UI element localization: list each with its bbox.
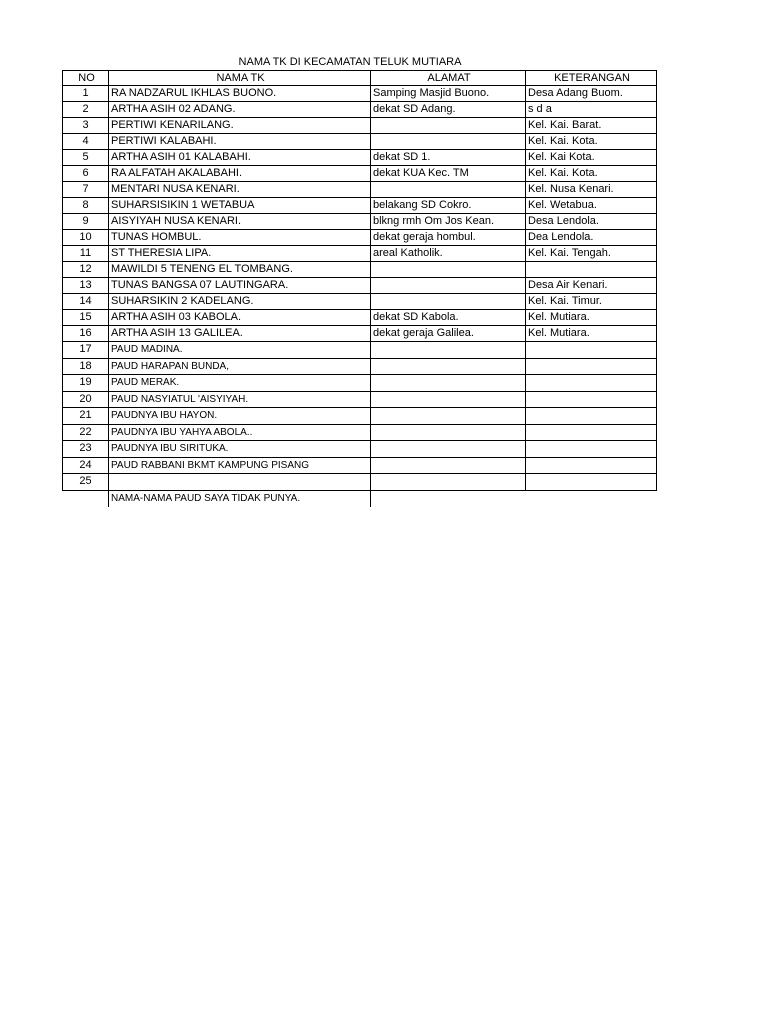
- cell-alamat: belakang SD Cokro.: [371, 198, 526, 214]
- cell-no: 24: [63, 457, 109, 474]
- cell-no: 6: [63, 166, 109, 182]
- cell-no: 9: [63, 214, 109, 230]
- cell-keterangan: [526, 441, 657, 458]
- cell-no: 8: [63, 198, 109, 214]
- cell-nama: PAUDNYA IBU SIRITUKA.: [109, 441, 371, 458]
- cell-keterangan: Desa Air Kenari.: [526, 278, 657, 294]
- header-no: NO: [63, 71, 109, 86]
- cell-alamat: dekat SD Kabola.: [371, 310, 526, 326]
- cell-no: 16: [63, 326, 109, 342]
- cell-nama: ARTHA ASIH 03 KABOLA.: [109, 310, 371, 326]
- table-row: [63, 246, 657, 262]
- cell-no: 18: [63, 358, 109, 375]
- cell-nama: RA ALFATAH AKALABAHI.: [109, 166, 371, 182]
- cell-alamat: [371, 342, 526, 359]
- cell-keterangan: [526, 342, 657, 359]
- table-row: [63, 375, 657, 392]
- cell-nama: MENTARI NUSA KENARI.: [109, 182, 371, 198]
- cell-alamat: [371, 474, 526, 491]
- cell-alamat: dekat SD Adang.: [371, 102, 526, 118]
- cell-keterangan: Desa Lendola.: [526, 214, 657, 230]
- cell-nama: RA NADZARUL IKHLAS BUONO.: [109, 86, 371, 102]
- cell-alamat: [371, 262, 526, 278]
- cell-alamat: dekat geraja hombul.: [371, 230, 526, 246]
- table-row: [63, 474, 657, 491]
- cell-alamat: dekat SD 1.: [371, 150, 526, 166]
- cell-no: 10: [63, 230, 109, 246]
- cell-no: 19: [63, 375, 109, 392]
- cell-alamat: [371, 358, 526, 375]
- table-row: [63, 391, 657, 408]
- cell-nama: SUHARSIKIN 2 KADELANG.: [109, 294, 371, 310]
- table-row: [63, 358, 657, 375]
- cell-alamat: [371, 294, 526, 310]
- header-nama: NAMA TK: [109, 71, 371, 86]
- header-alamat: ALAMAT: [371, 71, 526, 86]
- cell-no: 14: [63, 294, 109, 310]
- cell-keterangan: s d a: [526, 102, 657, 118]
- cell-alamat: Samping Masjid Buono.: [371, 86, 526, 102]
- cell-alamat: areal Katholik.: [371, 246, 526, 262]
- note-spacer: [526, 490, 657, 507]
- cell-keterangan: Kel. Kai. Kota.: [526, 166, 657, 182]
- cell-nama: ST THERESIA LIPA.: [109, 246, 371, 262]
- cell-keterangan: [526, 424, 657, 441]
- table-row: [63, 342, 657, 359]
- table-row: [63, 86, 657, 102]
- cell-no: 5: [63, 150, 109, 166]
- table-row: [63, 214, 657, 230]
- table-row: [63, 134, 657, 150]
- note-row: [63, 490, 657, 507]
- table-row: [63, 408, 657, 425]
- table-row: [63, 102, 657, 118]
- cell-nama: PAUD MERAK.: [109, 375, 371, 392]
- cell-alamat: dekat geraja Galilea.: [371, 326, 526, 342]
- cell-no: 22: [63, 424, 109, 441]
- page-title: NAMA TK DI KECAMATAN TELUK MUTIARA: [238, 56, 462, 68]
- cell-no: 1: [63, 86, 109, 102]
- tk-table: [62, 70, 657, 507]
- cell-keterangan: Kel. Mutiara.: [526, 310, 657, 326]
- cell-keterangan: Kel. Kai. Tengah.: [526, 246, 657, 262]
- header-keterangan: KETERANGAN: [526, 71, 657, 86]
- cell-keterangan: Kel. Kai. Barat.: [526, 118, 657, 134]
- cell-nama: TUNAS BANGSA 07 LAUTINGARA.: [109, 278, 371, 294]
- cell-nama: PAUD RABBANI BKMT KAMPUNG PISANG: [109, 457, 371, 474]
- cell-keterangan: [526, 375, 657, 392]
- cell-alamat: blkng rmh Om Jos Kean.: [371, 214, 526, 230]
- cell-keterangan: Dea Lendola.: [526, 230, 657, 246]
- note-text: NAMA-NAMA PAUD SAYA TIDAK PUNYA.: [109, 490, 371, 507]
- table-header-row: [63, 71, 657, 86]
- cell-alamat: [371, 375, 526, 392]
- cell-alamat: [371, 441, 526, 458]
- cell-keterangan: Kel. Wetabua.: [526, 198, 657, 214]
- table-row: [63, 310, 657, 326]
- cell-nama: PERTIWI KENARILANG.: [109, 118, 371, 134]
- cell-no: 15: [63, 310, 109, 326]
- note-spacer: [63, 490, 109, 507]
- cell-nama: PAUD HARAPAN BUNDA,: [109, 358, 371, 375]
- cell-alamat: [371, 278, 526, 294]
- cell-nama: PAUD NASYIATUL 'AISYIYAH.: [109, 391, 371, 408]
- cell-no: 17: [63, 342, 109, 359]
- cell-keterangan: [526, 262, 657, 278]
- cell-keterangan: [526, 358, 657, 375]
- cell-no: 3: [63, 118, 109, 134]
- cell-alamat: [371, 182, 526, 198]
- cell-no: 21: [63, 408, 109, 425]
- cell-keterangan: Kel. Nusa Kenari.: [526, 182, 657, 198]
- cell-no: 23: [63, 441, 109, 458]
- cell-alamat: [371, 424, 526, 441]
- cell-alamat: dekat KUA Kec. TM: [371, 166, 526, 182]
- cell-keterangan: Kel. Kai Kota.: [526, 150, 657, 166]
- table-row: [63, 182, 657, 198]
- table-row: [63, 198, 657, 214]
- cell-alamat: [371, 457, 526, 474]
- cell-keterangan: Kel. Mutiara.: [526, 326, 657, 342]
- table-row: [63, 294, 657, 310]
- cell-nama: SUHARSISIKIN 1 WETABUA: [109, 198, 371, 214]
- cell-nama: PAUDNYA IBU YAHYA ABOLA..: [109, 424, 371, 441]
- cell-keterangan: [526, 457, 657, 474]
- note-spacer: [371, 490, 526, 507]
- cell-alamat: [371, 134, 526, 150]
- cell-no: 2: [63, 102, 109, 118]
- table-row: [63, 118, 657, 134]
- cell-alamat: [371, 118, 526, 134]
- table-row: [63, 278, 657, 294]
- cell-nama: AISYIYAH NUSA KENARI.: [109, 214, 371, 230]
- cell-nama: ARTHA ASIH 02 ADANG.: [109, 102, 371, 118]
- cell-keterangan: [526, 408, 657, 425]
- cell-no: 13: [63, 278, 109, 294]
- cell-keterangan: Kel. Kai. Timur.: [526, 294, 657, 310]
- cell-no: 20: [63, 391, 109, 408]
- cell-keterangan: Desa Adang Buom.: [526, 86, 657, 102]
- table-row: [63, 230, 657, 246]
- cell-no: 4: [63, 134, 109, 150]
- cell-no: 7: [63, 182, 109, 198]
- cell-no: 12: [63, 262, 109, 278]
- cell-keterangan: Kel. Kai. Kota.: [526, 134, 657, 150]
- cell-nama: [109, 474, 371, 491]
- table-row: [63, 441, 657, 458]
- table-row: [63, 326, 657, 342]
- cell-nama: PAUD MADINA.: [109, 342, 371, 359]
- table-row: [63, 166, 657, 182]
- cell-alamat: [371, 408, 526, 425]
- cell-no: 25: [63, 474, 109, 491]
- cell-nama: TUNAS HOMBUL.: [109, 230, 371, 246]
- cell-nama: MAWILDI 5 TENENG EL TOMBANG.: [109, 262, 371, 278]
- cell-keterangan: [526, 474, 657, 491]
- table-row: [63, 424, 657, 441]
- cell-no: 11: [63, 246, 109, 262]
- cell-nama: ARTHA ASIH 13 GALILEA.: [109, 326, 371, 342]
- cell-nama: PAUDNYA IBU HAYON.: [109, 408, 371, 425]
- cell-nama: ARTHA ASIH 01 KALABAHI.: [109, 150, 371, 166]
- cell-keterangan: [526, 391, 657, 408]
- table-row: [63, 262, 657, 278]
- table-row: [63, 457, 657, 474]
- table-row: [63, 150, 657, 166]
- cell-alamat: [371, 391, 526, 408]
- cell-nama: PERTIWI KALABAHI.: [109, 134, 371, 150]
